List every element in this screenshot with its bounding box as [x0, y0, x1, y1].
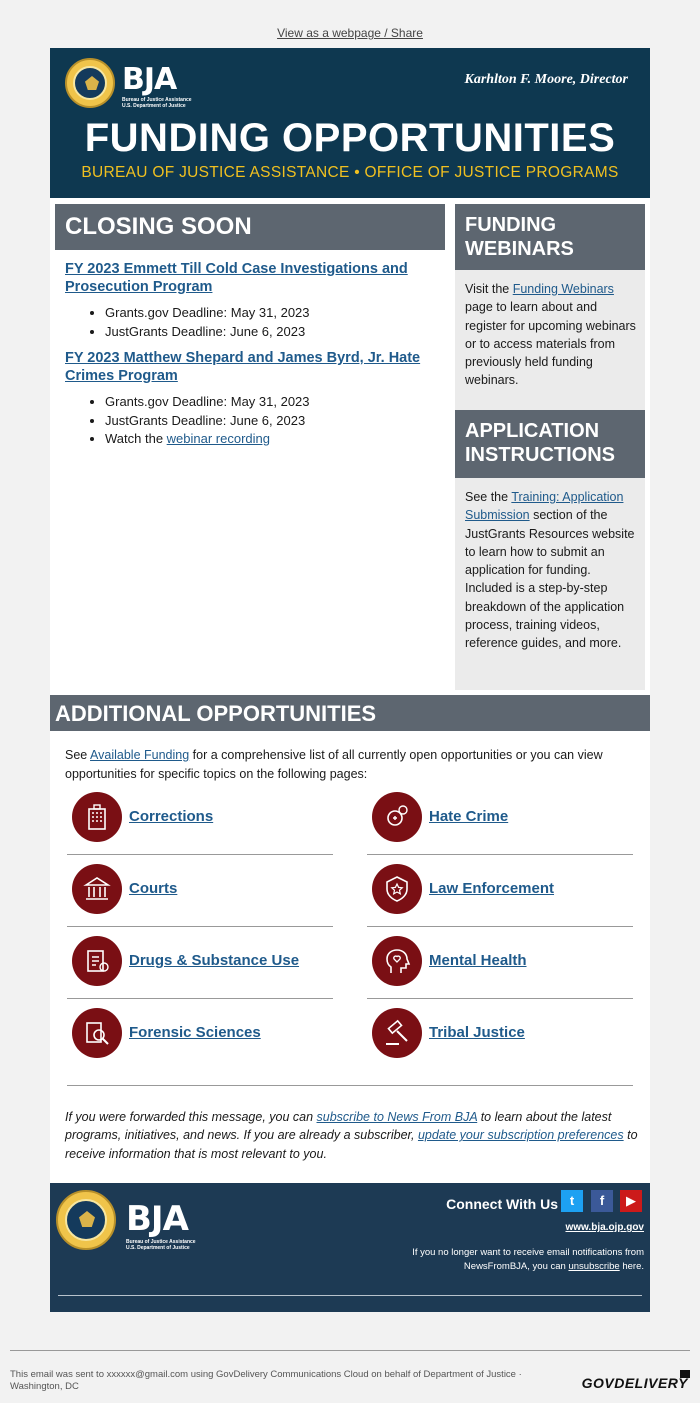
training-application-link[interactable]: Training: Application Submission — [465, 490, 624, 523]
topic-link[interactable]: Law Enforcement — [429, 880, 555, 897]
additional-opportunities-heading: ADDITIONAL OPPORTUNITIES — [50, 695, 650, 731]
opportunity-link-emmett-till[interactable]: FY 2023 Emmett Till Cold Case Investigations and Prosecution Program — [65, 261, 408, 295]
application-instructions-text: See the Training: Application Submission section of the JustGrants Resources website to learn how to submit an application for funding. Included is a step-by-step breakdown of the application process, training videos, reference guides, and more. — [465, 490, 635, 651]
head-heart-icon — [372, 936, 422, 986]
courthouse-icon — [72, 864, 122, 914]
bja-logo: BJA Bureau of Justice Assistance U.S. Department of Justice — [122, 62, 192, 109]
deadline-list — [105, 393, 445, 449]
available-funding-link[interactable]: Available Funding — [90, 748, 190, 762]
topic-corrections[interactable] — [67, 783, 333, 855]
govdelivery-logo: GOVDELIVERY — [581, 1375, 688, 1391]
subscribe-link[interactable]: subscribe to News From BJA — [316, 1110, 478, 1124]
funding-webinars-link[interactable]: Funding Webinars — [512, 282, 614, 296]
topic-drugs-substance-use[interactable] — [67, 927, 333, 999]
view-as-webpage-link[interactable]: View as a webpage / Share — [277, 26, 423, 40]
webinar-recording-link[interactable]: webinar recording — [166, 431, 270, 446]
application-instructions-heading: APPLICATION INSTRUCTIONS — [455, 410, 645, 478]
doj-seal-icon — [65, 58, 115, 108]
connect-with-us: Connect With Us — [446, 1196, 558, 1212]
watch-webinar-item: • Watch the webinar recording — [105, 430, 445, 449]
topic-hate-crime[interactable] — [367, 783, 633, 855]
topic-link[interactable]: Drugs & Substance Use — [129, 952, 300, 969]
topic-forensic-sciences[interactable] — [67, 999, 333, 1071]
director-name: Karhlton F. Moore, Director — [464, 72, 628, 87]
additional-opportunities-text: See Available Funding for a comprehensive list of all currently open opportunities or you can view opportunities for specific topics on the following pages: — [65, 748, 603, 781]
deadline-list — [105, 304, 445, 341]
update-preferences-link[interactable]: update your subscription preferences — [417, 1128, 624, 1143]
website-link[interactable]: www.bja.ojp.gov — [565, 1222, 644, 1233]
hate-crime-icon — [372, 792, 422, 842]
topic-link[interactable]: Corrections — [129, 808, 214, 825]
header-banner — [50, 48, 650, 198]
page-title: FUNDING OPPORTUNITIES — [84, 116, 616, 160]
building-icon — [72, 792, 122, 842]
gavel-icon — [372, 1008, 422, 1058]
page-subtitle: BUREAU OF JUSTICE ASSISTANCE • OFFICE OF JUSTICE PROGRAMS — [81, 164, 619, 181]
clipboard-pills-icon — [72, 936, 122, 986]
topic-courts[interactable] — [67, 855, 333, 927]
grants-gov-deadline: • Grants.gov Deadline: May 31, 2023 — [105, 304, 445, 323]
topic-tribal-justice[interactable] — [367, 999, 633, 1071]
unsubscribe-notice: If you no longer want to receive email notifications from NewsFromBJA, you can unsubscribe here. — [412, 1247, 644, 1272]
doj-seal-icon — [56, 1190, 116, 1250]
topic-link[interactable]: Courts — [129, 880, 178, 897]
view-as-webpage — [0, 26, 700, 40]
facebook-icon[interactable]: f — [591, 1190, 613, 1212]
email-body — [50, 198, 650, 1183]
divider — [67, 1085, 633, 1086]
justgrants-deadline: • JustGrants Deadline: June 6, 2023 — [105, 412, 445, 431]
footer — [50, 1183, 650, 1312]
topic-link[interactable]: Forensic Sciences — [129, 1024, 261, 1041]
unsubscribe-link[interactable]: unsubscribe — [568, 1261, 620, 1272]
divider — [58, 1295, 642, 1296]
topic-link[interactable]: Hate Crime — [429, 808, 509, 825]
topic-law-enforcement[interactable] — [367, 855, 633, 927]
bja-logo: BJA Bureau of Justice Assistance U.S. Department of Justice — [126, 1199, 196, 1251]
grants-gov-deadline: • Grants.gov Deadline: May 31, 2023 — [105, 393, 445, 412]
twitter-icon[interactable]: t — [561, 1190, 583, 1212]
justgrants-deadline: • JustGrants Deadline: June 6, 2023 — [105, 323, 445, 342]
topic-link[interactable]: Tribal Justice — [429, 1024, 525, 1041]
website — [565, 1222, 644, 1233]
funding-webinars-heading: FUNDING WEBINARS — [455, 204, 645, 270]
topic-mental-health[interactable] — [367, 927, 633, 999]
youtube-icon[interactable]: ▶ — [620, 1190, 642, 1212]
topic-link[interactable]: Mental Health — [429, 952, 527, 969]
funding-webinars-text: Visit the Funding Webinars page to learn about and register for upcoming webinars or to access materials from previously held funding webinars. — [465, 282, 636, 388]
closing-soon-list — [65, 260, 445, 457]
closing-soon-heading: CLOSING SOON — [55, 204, 445, 250]
divider — [10, 1350, 690, 1351]
forward-notice: If you were forwarded this message, you can subscribe to News From BJA to learn about the latest programs, initiatives, and news. If you are already a subscriber, update your subscription preferences to receive information that is most relevant to you. — [65, 1110, 638, 1161]
magnifier-clipboard-icon — [72, 1008, 122, 1058]
badge-icon — [372, 864, 422, 914]
sent-notice: This email was sent to xxxxxx@gmail.com using GovDelivery Communications Cloud on behalf of Department of Justice · Washington, DC — [10, 1369, 522, 1392]
opportunity-link-hate-crimes[interactable]: FY 2023 Matthew Shepard and James Byrd, Jr. Hate Crimes Program — [65, 350, 421, 384]
sidebar — [455, 204, 645, 690]
